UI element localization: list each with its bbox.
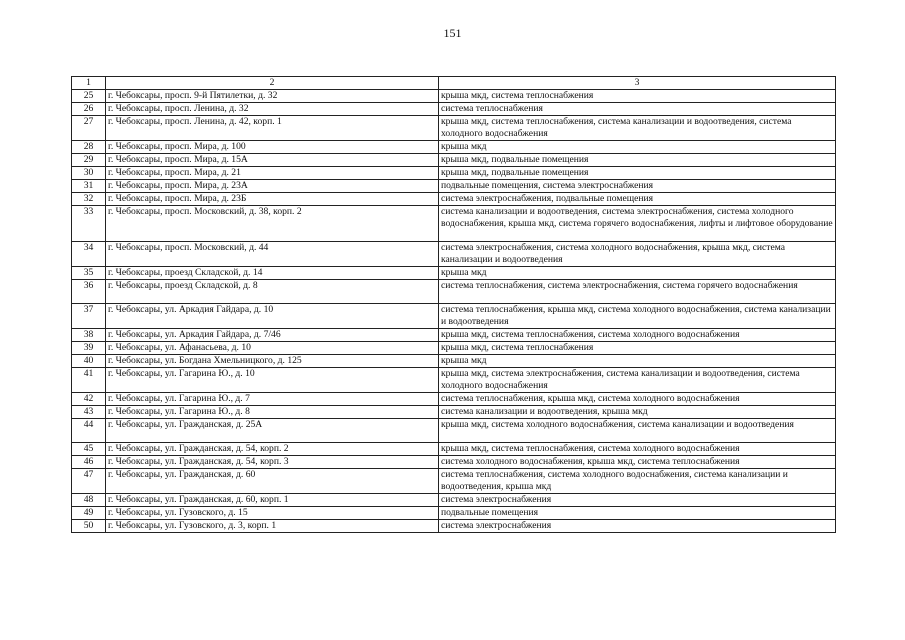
systems-cell: система теплоснабжения, система электроснабжения, система горячего водоснабжения [439, 280, 836, 304]
header-cell-number: 1 [72, 77, 106, 90]
address-cell: г. Чебоксары, просп. Мира, д. 21 [106, 167, 439, 180]
table-row [72, 342, 836, 355]
table-row [72, 242, 836, 267]
row-number-cell: 30 [72, 167, 106, 180]
address-cell: г. Чебоксары, просп. Мира, д. 100 [106, 141, 439, 154]
systems-cell: крыша мкд [439, 355, 836, 368]
table-body [72, 77, 836, 533]
table-row [72, 368, 836, 393]
systems-cell: подвальные помещения [439, 507, 836, 520]
systems-cell: крыша мкд [439, 141, 836, 154]
systems-cell: система электроснабжения, подвальные помещения [439, 193, 836, 206]
table-row [72, 167, 836, 180]
address-cell: г. Чебоксары, ул. Гагарина Ю., д. 8 [106, 406, 439, 419]
header-cell-address: 2 [106, 77, 439, 90]
row-number-cell: 37 [72, 304, 106, 329]
row-number-cell: 41 [72, 368, 106, 393]
row-number-cell: 33 [72, 206, 106, 242]
systems-cell: крыша мкд, подвальные помещения [439, 167, 836, 180]
systems-cell: система канализации и водоотведения, крыша мкд [439, 406, 836, 419]
table-row [72, 141, 836, 154]
row-number-cell: 50 [72, 520, 106, 533]
row-number-cell: 48 [72, 494, 106, 507]
systems-cell: крыша мкд, система теплоснабжения, система холодного водоснабжения [439, 443, 836, 456]
row-number-cell: 25 [72, 90, 106, 103]
address-cell: г. Чебоксары, ул. Гражданская, д. 54, корп. 3 [106, 456, 439, 469]
table-row [72, 180, 836, 193]
table-row [72, 406, 836, 419]
address-cell: г. Чебоксары, проезд Складской, д. 14 [106, 267, 439, 280]
table-row [72, 520, 836, 533]
systems-cell: крыша мкд [439, 267, 836, 280]
row-number-cell: 32 [72, 193, 106, 206]
row-number-cell: 27 [72, 116, 106, 141]
address-cell: г. Чебоксары, ул. Гузовского, д. 15 [106, 507, 439, 520]
row-number-cell: 28 [72, 141, 106, 154]
table-row [72, 456, 836, 469]
systems-cell: система канализации и водоотведения, система электроснабжения, система холодного водоснабжения, крыша мкд, система горячего водоснабжения, лифты и лифтовое оборудование [439, 206, 836, 242]
row-number-cell: 43 [72, 406, 106, 419]
row-number-cell: 29 [72, 154, 106, 167]
address-cell: г. Чебоксары, просп. Ленина, д. 32 [106, 103, 439, 116]
address-cell: г. Чебоксары, просп. Московский, д. 44 [106, 242, 439, 267]
table-row [72, 116, 836, 141]
table-row [72, 280, 836, 304]
address-cell: г. Чебоксары, просп. Московский, д. 38, корп. 2 [106, 206, 439, 242]
address-cell: г. Чебоксары, проезд Складской, д. 8 [106, 280, 439, 304]
table-row [72, 494, 836, 507]
row-number-cell: 46 [72, 456, 106, 469]
systems-cell: крыша мкд, система теплоснабжения, система холодного водоснабжения [439, 329, 836, 342]
table-row [72, 103, 836, 116]
table-row [72, 90, 836, 103]
table-row [72, 443, 836, 456]
systems-cell: крыша мкд, система теплоснабжения [439, 342, 836, 355]
table-row [72, 393, 836, 406]
row-number-cell: 40 [72, 355, 106, 368]
row-number-cell: 45 [72, 443, 106, 456]
table-row [72, 469, 836, 494]
systems-cell: система теплоснабжения, крыша мкд, система холодного водоснабжения, система канализации и водоотведения [439, 304, 836, 329]
row-number-cell: 39 [72, 342, 106, 355]
addresses-table [71, 76, 836, 533]
table-row [72, 267, 836, 280]
table-row [72, 419, 836, 443]
address-cell: г. Чебоксары, ул. Гражданская, д. 25А [106, 419, 439, 443]
address-cell: г. Чебоксары, просп. Мира, д. 15А [106, 154, 439, 167]
table-row [72, 206, 836, 242]
address-cell: г. Чебоксары, ул. Гузовского, д. 3, корп. 1 [106, 520, 439, 533]
row-number-cell: 44 [72, 419, 106, 443]
table-row [72, 154, 836, 167]
table-row [72, 304, 836, 329]
systems-cell: крыша мкд, система электроснабжения, система канализации и водоотведения, система холодного водоснабжения [439, 368, 836, 393]
page-number: 151 [443, 26, 462, 40]
address-cell: г. Чебоксары, ул. Аркадия Гайдара, д. 7/46 [106, 329, 439, 342]
row-number-cell: 47 [72, 469, 106, 494]
address-cell: г. Чебоксары, ул. Аркадия Гайдара, д. 10 [106, 304, 439, 329]
row-number-cell: 34 [72, 242, 106, 267]
address-cell: г. Чебоксары, просп. 9-й Пятилетки, д. 32 [106, 90, 439, 103]
table-header-row [72, 77, 836, 90]
header-cell-systems: 3 [439, 77, 836, 90]
row-number-cell: 26 [72, 103, 106, 116]
systems-cell: система теплоснабжения, крыша мкд, система холодного водоснабжения [439, 393, 836, 406]
table-row [72, 329, 836, 342]
systems-cell: крыша мкд, подвальные помещения [439, 154, 836, 167]
address-cell: г. Чебоксары, ул. Гражданская, д. 60, корп. 1 [106, 494, 439, 507]
systems-cell: система электроснабжения [439, 520, 836, 533]
address-cell: г. Чебоксары, просп. Ленина, д. 42, корп. 1 [106, 116, 439, 141]
address-cell: г. Чебоксары, просп. Мира, д. 23Б [106, 193, 439, 206]
systems-cell: система теплоснабжения [439, 103, 836, 116]
address-cell: г. Чебоксары, ул. Гагарина Ю., д. 10 [106, 368, 439, 393]
systems-cell: крыша мкд, система теплоснабжения [439, 90, 836, 103]
address-cell: г. Чебоксары, ул. Гражданская, д. 54, корп. 2 [106, 443, 439, 456]
row-number-cell: 38 [72, 329, 106, 342]
systems-cell: подвальные помещения, система электроснабжения [439, 180, 836, 193]
systems-cell: система теплоснабжения, система холодного водоснабжения, система канализации и водоотведения, крыша мкд [439, 469, 836, 494]
table-row [72, 507, 836, 520]
address-cell: г. Чебоксары, ул. Гражданская, д. 60 [106, 469, 439, 494]
row-number-cell: 31 [72, 180, 106, 193]
systems-cell: система электроснабжения, система холодного водоснабжения, крыша мкд, система канализации и водоотведения [439, 242, 836, 267]
table-row [72, 193, 836, 206]
row-number-cell: 42 [72, 393, 106, 406]
systems-cell: крыша мкд, система теплоснабжения, система канализации и водоотведения, система холодного водоснабжения [439, 116, 836, 141]
systems-cell: крыша мкд, система холодного водоснабжения, система канализации и водоотведения [439, 419, 836, 443]
address-cell: г. Чебоксары, ул. Гагарина Ю., д. 7 [106, 393, 439, 406]
address-cell: г. Чебоксары, ул. Афанасьева, д. 10 [106, 342, 439, 355]
row-number-cell: 36 [72, 280, 106, 304]
systems-cell: система электроснабжения [439, 494, 836, 507]
table-row [72, 355, 836, 368]
address-cell: г. Чебоксары, ул. Богдана Хмельницкого, д. 125 [106, 355, 439, 368]
systems-cell: система холодного водоснабжения, крыша мкд, система теплоснабжения [439, 456, 836, 469]
row-number-cell: 35 [72, 267, 106, 280]
address-cell: г. Чебоксары, просп. Мира, д. 23А [106, 180, 439, 193]
row-number-cell: 49 [72, 507, 106, 520]
